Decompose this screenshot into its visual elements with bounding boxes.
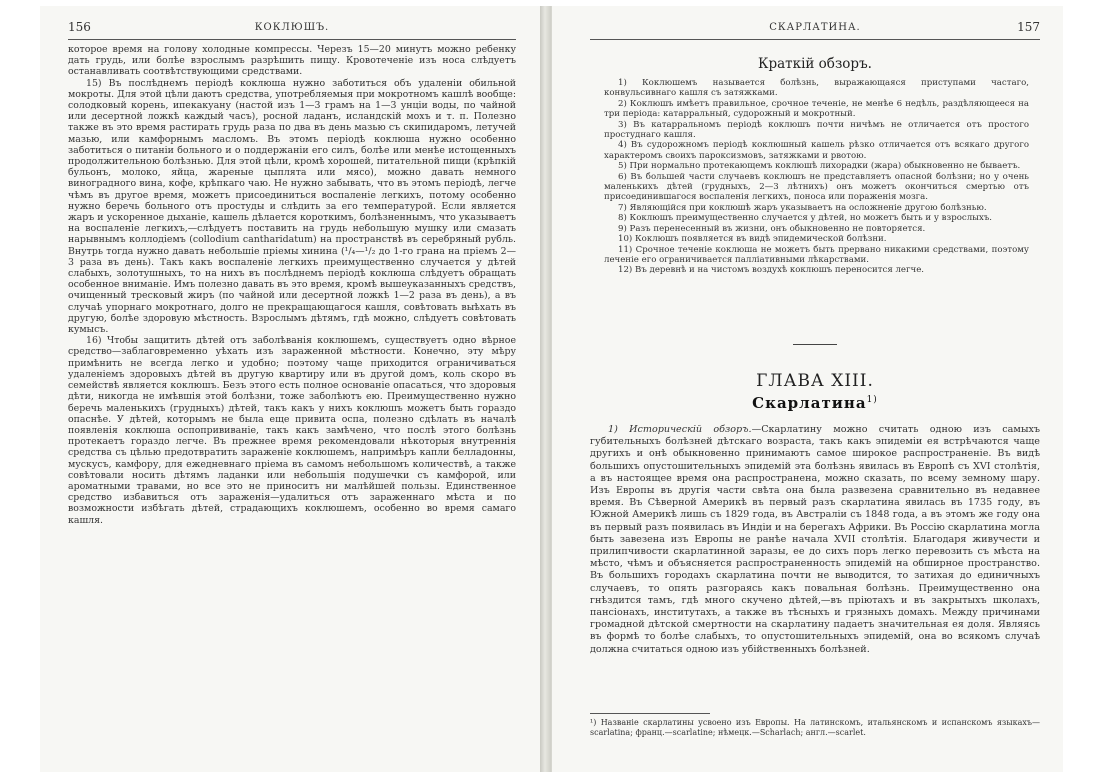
summary-item: 4) Въ судорожномъ періодѣ коклюшный кашель рѣзко отличается отъ всякаго другого характеромъ своихъ пароксизмовъ, затяжками и рвотою. [604, 140, 1029, 161]
running-header-right [590, 22, 1040, 38]
running-header-left [68, 22, 516, 38]
right-body-text [590, 424, 1040, 656]
header-rule [68, 39, 516, 40]
summary-item: 1) Коклюшемъ называется болѣзнь, выражающаяся приступами частаго, конвульсивнаго кашля съ затяжками. [604, 78, 1029, 99]
running-title-right: СКАРЛАТИНА. [769, 22, 861, 33]
summary-item: 2) Коклюшъ имѣетъ правильное, срочное теченіе, не менѣе 6 недѣль, раздѣляющееся на три періода: катарральный, судорожный и мокротный. [604, 98, 1029, 120]
chapter-title-text: Скарлатина [752, 394, 867, 412]
summary-item: 8) Коклюшъ преимущественно случается у дѣтей, но можетъ быть и у взрослыхъ. [618, 213, 993, 224]
summary-item: 12) Въ деревнѣ и на чистомъ воздухѣ коклюшъ переносится легче. [618, 265, 925, 276]
running-title-left: КОКЛЮШЪ. [254, 22, 330, 33]
paragraph: 15) Въ послѣднемъ періодѣ коклюша нужно заботиться объ удаленіи обильной мокроты. Для этой цѣли даютъ средства, употребляемыя при мокротномъ кашлѣ вообще: солодковый корень, ипекакуану (настой изъ 1—3 грамъ на 1—3 унціи воды, по чайной или десертной ложкѣ каждый часъ), росной ладанъ, исландскій мохъ и т. п. Полезно также въ это время растирать грудь раза по два въ день мазью съ скипидаромъ, летучей мазью, или камфорнымъ масломъ. Въ этомъ періодѣ коклюша нужно особенно заботиться о питаніи больного и о поддержаніи его силъ, болѣе или менѣе истощенныхъ продолжительною болѣзнью. Для этой цѣли, кромѣ хорошей, питательной пищи (крѣпкій бульонъ, молоко, яйца, жареные цыплята или мясо), можно давать немного виноградного вина, кофе, крѣпкаго чаю. Не нужно забывать, что въ этомъ періодѣ, легче чѣмъ въ другое время, можетъ присоединиться воспаленіе легкихъ, потому особенно нужно беречь больного отъ простуды и слѣдить за его температурой. Если является жаръ и ускоренное дыханіе, кашель дѣлается короткимъ, болѣзненнымъ, что указываетъ на воспаленіе легкихъ,—слѣдуетъ поставить на грудь небольшую мушку или смазать нарывнымъ коллодіемъ (collodium cantharidatum) на пространствѣ въ серебряный рубль. Внутрь тогда нужно давать небольшіе пріемы хинина (¹/₄—¹/₂ до 1-го грана на пріемъ 2—3 раза въ день). Такъ какъ воспаленіе легкихъ преимущественно случается у дѣтей слабыхъ, золотушныхъ, то на нихъ въ послѣднемъ періодѣ коклюша слѣдуетъ обращать особенное вниманіе. Имъ полезно давать въ это время, кромѣ вышеуказанныхъ средствъ, очищенный тресковый жиръ (по чайной или десертной ложкѣ 1—2 раза въ день), а въ случаѣ упорнаго мокротнаго, долго не прекращающагося кашля, совѣтовать выѣхать въ другую, болѣе здоровую мѣстность. Взрослымъ дѣтямъ, гдѣ можно, слѣдуетъ совѣтовать кумысъ. [68, 77, 516, 336]
chapter-heading: ГЛАВА XIII. [756, 371, 874, 391]
summary-item: 10) Коклюшъ появляется въ видѣ эпидемической болѣзни. [618, 234, 887, 245]
book-gutter [540, 6, 551, 772]
summary-item: 9) Разъ перенесенный въ жизни, онъ обыкновенно не повторяется. [618, 223, 926, 234]
paragraph [590, 424, 1040, 656]
page-number-right: 157 [1017, 20, 1040, 34]
chapter-title [590, 394, 1040, 412]
paragraph-label: 1) Историческій обзоръ. [608, 424, 752, 435]
summary-item: 11) Срочное теченіе коклюша не можетъ быть прервано никакими средствами, поэтому леченіе его ограничивается палліативными лѣкарствами. [604, 244, 1029, 265]
paragraph: которое время на голову холодные компрессы. Черезъ 15—20 минутъ можно ребенку дать грудь, или болѣе взрослымъ разрѣшить пищу. Кровотеченіе изъ носа слѣдуетъ останавливать соотвѣтствующими средствами. [68, 44, 516, 78]
summary-item: 3) Въ катарральномъ періодѣ коклюшъ почти ничѣмъ не отличается отъ простого простуднаго кашля. [604, 119, 1029, 141]
left-page [40, 6, 541, 772]
paragraph: 16) Чтобы защитить дѣтей отъ заболѣванія коклюшемъ, существуетъ одно вѣрное средство—заблаговременно уѣхать изъ зараженной мѣстности. Конечно, эту мѣру примѣнить не всегда легко и удобно; поэтому чаще приходится ограничиваться удаленіемъ здоровыхъ дѣтей въ другую квартиру или въ другой домъ, коль скоро въ семействѣ является коклюшъ. Безъ этого есть полное основаніе опасаться, что здоровыя дѣти, никогда не имѣвшія этой болѣзни, тоже заболѣютъ ею. Преимущественно нужно беречь маленькихъ (грудныхъ) дѣтей, такъ какъ у нихъ коклюшъ можетъ быть гораздо опаснѣе. У дѣтей, которымъ не была еще привита оспа, полезно сдѣлать въ началѣ появленія коклюша оспопрививаніе, такъ какъ замѣчено, что послѣ этого болѣзнь протекаетъ гораздо легче. Въ прежнее время рекомендовали нѣкоторыя внутреннія средства съ цѣлью предотвратить зараженіе коклюшемъ, напримѣръ капли белладонны, мускусъ, камфору, для ежедневнаго пріема въ самомъ небольшомъ количествѣ, а также совѣтовали носить дѣтямъ ладанки или небольшія подушечки съ камфорой, или ароматными травами, но все это не приноситъ ни малѣйшей пользы. Единственное средство избавиться отъ зараженія—удалиться отъ зараженнаго мѣста и по возможности избѣгать дѣтей, страдающихъ коклюшемъ, особенно во время самаго кашля. [68, 335, 516, 526]
book-spread [40, 6, 1062, 772]
right-page [551, 6, 1063, 772]
summary-item: 7) Являющійся при коклюшѣ жаръ указываетъ на осложненіе другою болѣзнью. [618, 202, 987, 213]
footnote-rule [590, 713, 710, 714]
page-number-left: 156 [68, 20, 91, 34]
summary-list [604, 78, 1029, 276]
summary-title: Краткій обзоръ. [758, 56, 872, 72]
left-body-text [68, 44, 516, 526]
header-rule [590, 39, 1040, 40]
summary-item: 6) Въ большей части случаевъ коклюшъ не представляетъ опасной болѣзни; но у очень маленькихъ дѣтей (грудныхъ, 2—3 лѣтнихъ) онъ можетъ окончиться смертью отъ присоединившагося воспаленія легкихъ, поноса или пораженія мозга. [604, 171, 1029, 203]
footnote: ¹) Названіе скарлатины усвоено изъ Европы. На латинскомъ, итальянскомъ и испанскомъ языкахъ—scarlatina; франц.—scarlatine; нѣмецк.—Scharlach; англ.—scarlet. [590, 718, 1040, 737]
summary-item: 5) При нормально протекающемъ коклюшѣ лихорадки (жара) обыкновенно не бываетъ. [618, 161, 1021, 172]
paragraph-text: —Скарлатину можно считать одною изъ самыхъ губительныхъ болѣзней дѣтскаго возраста, такъ какъ эпидеміи ея встрѣчаются чаще другихъ и онѣ обыкновенно принимаютъ самое широкое распространеніе. Въ видѣ большихъ опустошительныхъ эпидемій эта болѣзнь явилась въ Европѣ съ XVI столѣтія, а въ настоящее время она распространена, можно сказать, по всему земному шару. Изъ Европы въ другія части свѣта она была развезена сравнительно въ недавнее время. Въ Сѣверной Америкѣ въ первый разъ скарлатина явилась въ 1735 году, въ Южной Америкѣ лишь съ 1829 года, въ Австраліи съ 1848 года, а въ этомъ же году она въ первый разъ появилась въ Индіи и на берегахъ Африки. Въ Россію скарлатина могла быть завезена изъ Европы не ранѣе начала XVII столѣтія. Благодаря живучести и прилипчивости скарлатинной заразы, ее до сихъ поръ легко перевозить съ мѣста на мѣсто, чѣмъ и объясняется распространенность эпидемій на обширное пространство. Въ большихъ городахъ скарлатина почти не выводится, то затихая до единичныхъ случаевъ, то опять разгораясь какъ повальная болѣзнь. Преимущественно она гнѣздится тамъ, гдѣ много скучено дѣтей,—въ пріютахъ и въ закрытыхъ школахъ, пансіонахъ, институтахъ, а также въ тѣсныхъ и грязныхъ домахъ. Между причинами громадной дѣтской смертности на скарлатину падаетъ значительная ея доля. Являясь въ формѣ то болѣе слабыхъ, то опустошительныхъ эпидемій, она во всякомъ случаѣ должна считаться одною изъ убійственныхъ болѣзней. [590, 424, 1040, 655]
footnote-mark: 1) [866, 395, 878, 405]
section-divider [793, 344, 837, 345]
